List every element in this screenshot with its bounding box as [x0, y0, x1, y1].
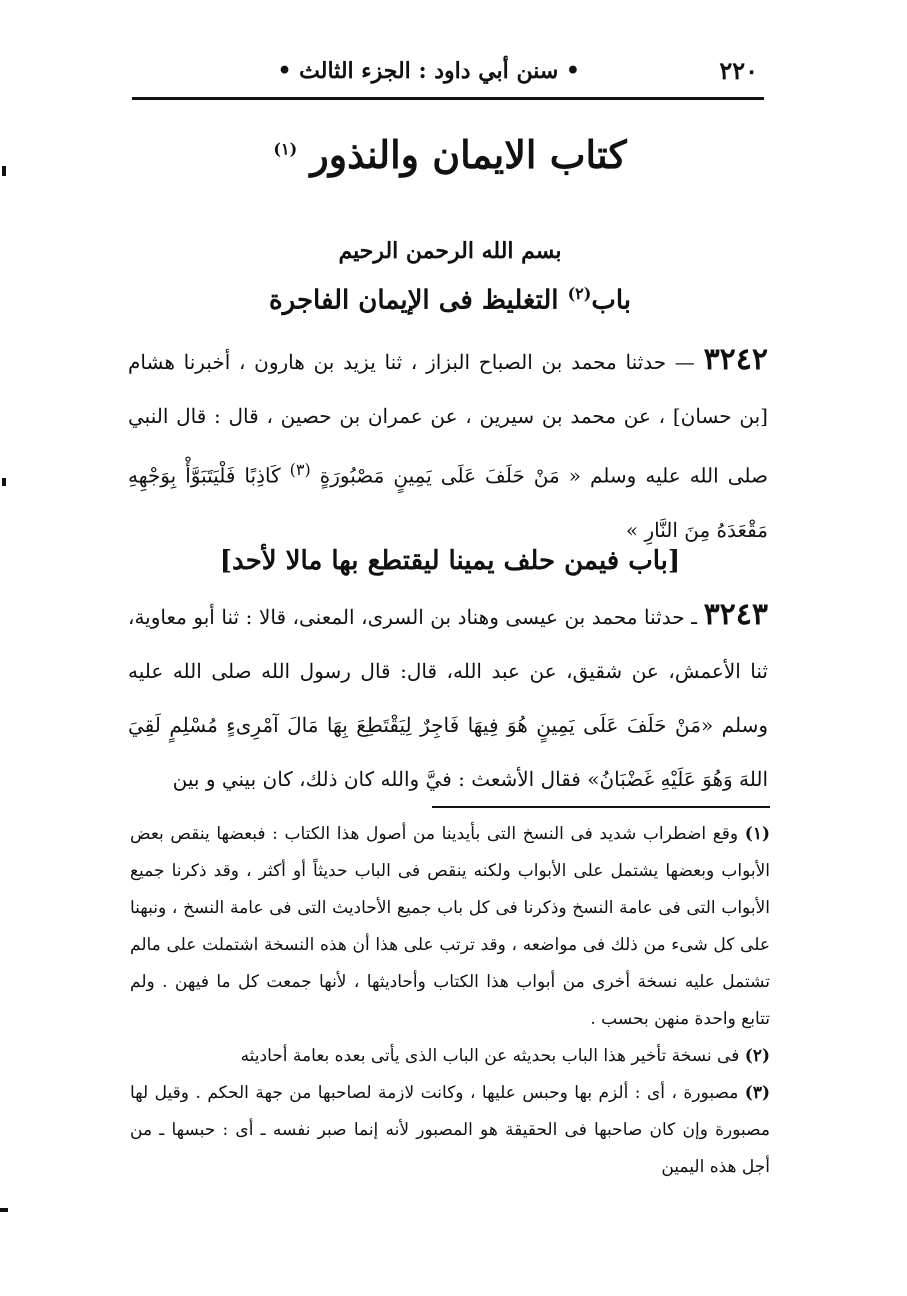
hadith-number: ٣٢٤٣ [703, 597, 769, 632]
hadith-text: ـ حدثنا محمد بن عيسى وهناد بن السرى، المعنى، قالا : ثنا أبو معاوية، ثنا الأعمش، عن شقيق، عن عبد الله، قال: قال رسول الله صلى الله عليه وسلم «مَنْ حَلَفَ عَلَى يَمِينٍ هُوَ فِيهَا فَاجِرٌ لِيَقْتَطِعَ بِهَا مَالَ آمْرِىءٍ مُسْلِمٍ لَقِيَ اللهَ وَهُوَ عَلَيْهِ غَضْبَانُ» فقال الأشعث : فيَّ والله كان ذلك، كان بيني و بين [128, 605, 768, 791]
page-header [130, 52, 770, 88]
footnote-1 [130, 816, 770, 1038]
hadith-3243 [128, 588, 768, 806]
chapter-heading-2: [باب فيمن حلف يمينا ليقتطع بها مالا لأحد] [219, 546, 681, 576]
hadith-number: ٣٢٤٢ [703, 342, 769, 377]
scan-margin-mark [2, 478, 6, 486]
footnotes [130, 816, 770, 1186]
basmala: بسم الله الرحمن الرحيم [338, 238, 562, 264]
scan-margin-mark [2, 166, 6, 176]
hadith-footnote-ref: (٣) [289, 460, 311, 479]
footnote-text: مصبورة ، أى : ألزم بها وحبس عليها ، وكانت لازمة لصاحبها من جهة الحكم . وقيل لها مصبورة وإن كان صاحبها فى الحقيقة هو المصبور لأنه إنما صبر نفسه ـ أى : حبسها ـ من أجل هذه اليمين [130, 1083, 770, 1177]
footnote-text: فى نسخة تأخير هذا الباب بحديثه عن الباب الذى يأتى بعده بعامة أحاديثه [240, 1046, 740, 1066]
chapter-heading-1 [130, 284, 770, 316]
footnote-number: (٢) [744, 1046, 770, 1066]
footnote-3 [130, 1075, 770, 1186]
book-title-footnote-ref: (١) [273, 139, 298, 159]
footnote-separator [432, 806, 770, 808]
header-rule [132, 97, 764, 100]
hadith-text: — حدثنا محمد بن الصباح البزاز ، ثنا يزيد بن هارون ، أخبرنا هشام [بن حسان] ، عن محمد بن سيرين ، عن عمران بن حصين ، قال : قال النبي صلى الله عليه وسلم « مَنْ حَلَفَ عَلَى يَمِينٍ مَصْبُورَةٍ [128, 350, 768, 488]
chapter-footnote-ref: (٢) [567, 284, 592, 303]
hadith-3242 [128, 333, 768, 557]
footnote-text: وقع اضطراب شديد فى النسخ التى بأيدينا من أصول هذا الكتاب : فبعضها ينقص بعض الأبواب وبعضها يشتمل على الأبواب ولكنه ينقص فى الباب حديثاً أو أكثر ، وقد ذكرنا جميع الأبواب التى فى عامة النسخ وذكرنا فى كل باب جميع الأحاديث التى فى عامة النسخ ، ونبهنا على كل شىء من ذلك فى مواضعه ، وقد ترتب على هذا أن هذه النسخة اشتملت على مالم تشتمل عليه نسخة أخرى من أبواب هذا الكتاب وأحاديثها ، لأنها جمعت كل ما فيهن . ولم تتابع واحدة منهن بحسب . [130, 824, 770, 1029]
hadith-text-continued: كَاذِبًا فَلْيَتَبَوَّأْ بِوَجْهِهِ مَقْعَدَهُ مِنَ النَّارِ » [128, 463, 768, 542]
footnote-number: (٣) [744, 1083, 770, 1103]
running-head: • سنن أبي داود : الجزء الثالث • [277, 58, 580, 84]
footnote-2 [130, 1038, 770, 1075]
book-title-text: كتاب الايمان والنذور [310, 132, 627, 177]
page-number: ٢٢٠ [719, 56, 758, 85]
book-title [130, 132, 770, 177]
chapter-title: التغليظ فى الإيمان الفاجرة [269, 285, 559, 316]
scan-margin-mark [0, 1208, 8, 1212]
chapter-prefix: باب [591, 285, 631, 316]
footnote-number: (١) [744, 824, 770, 844]
